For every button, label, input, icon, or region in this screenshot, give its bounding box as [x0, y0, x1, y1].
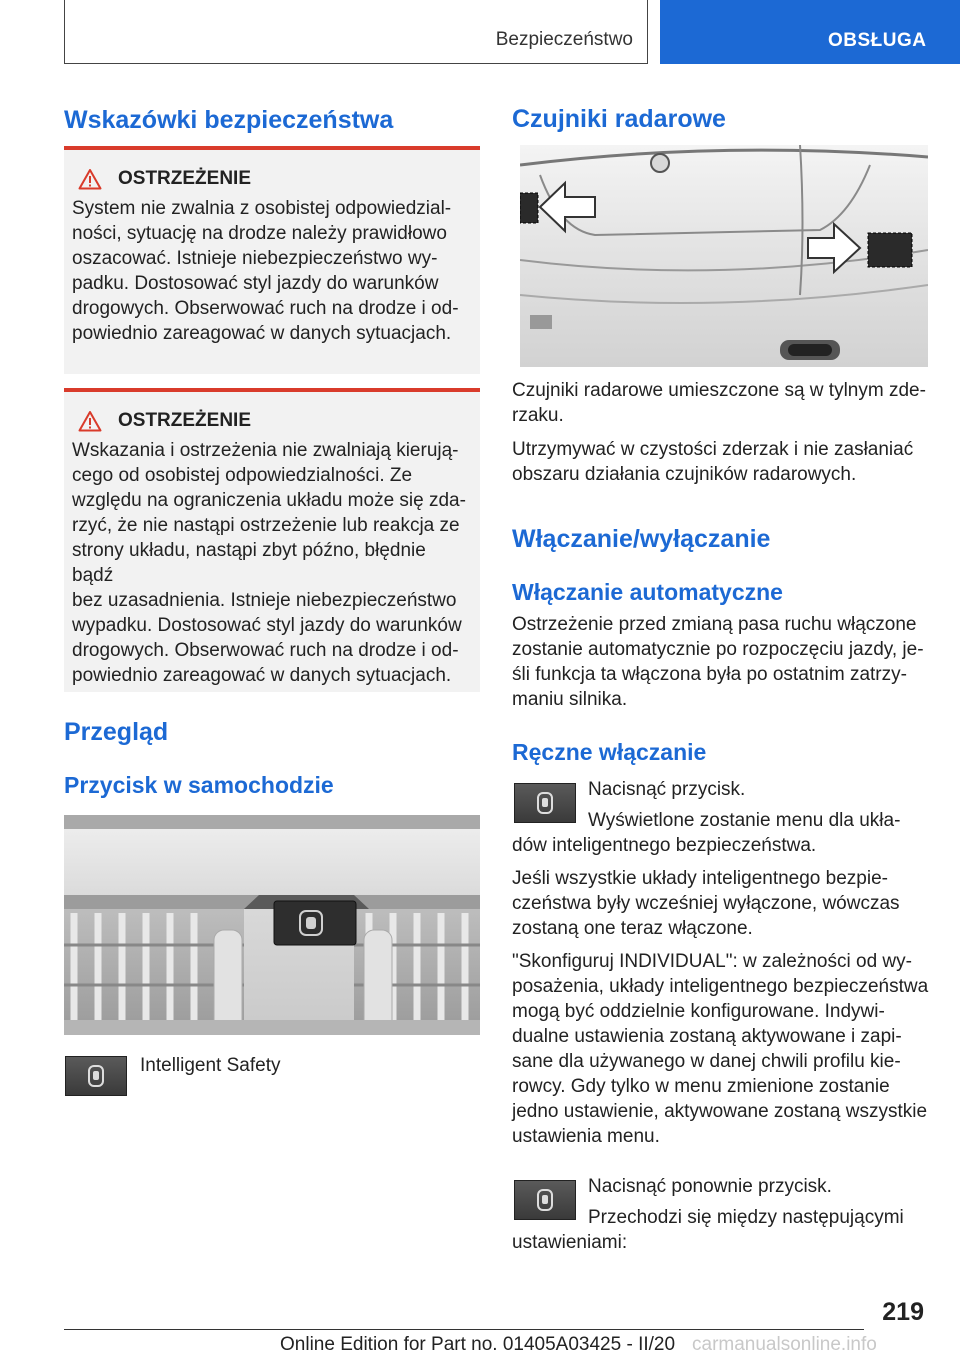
- manual-step-2: Wyświetlone zostanie menu dla ukła-: [588, 810, 901, 831]
- footer-watermark: carmanualsonline.info: [692, 1334, 877, 1355]
- warning-line: bez uzasadnienia. Istnieje niebezpieczeństwo: [72, 590, 457, 611]
- page-number: 219: [882, 1298, 924, 1326]
- manual-step-1: Nacisnąć przycisk.: [588, 779, 746, 800]
- manual-step-2-cont: dów inteligentnego bezpieczeństwa.: [512, 835, 817, 856]
- warning-line: ności, sytuację na drodze należy prawidłowo: [72, 223, 447, 244]
- intelligent-safety-button-icon: [514, 1180, 576, 1220]
- again-step-2: Przechodzi się między następującymi: [588, 1207, 904, 1228]
- header-chapter-tab: [660, 0, 960, 64]
- intelligent-safety-button-icon: [65, 1056, 127, 1096]
- warning-heading: OSTRZEŻENIE: [118, 410, 252, 431]
- button-in-car-subtitle: Przycisk w samochodzie: [64, 772, 334, 798]
- manual-line: mogą być oddzielnie konfigurowane. Indywi-: [512, 1001, 885, 1022]
- radar-line: obszaru działania czujników radarowych.: [512, 464, 857, 485]
- footer-divider: [64, 1329, 864, 1330]
- warning-triangle-icon: [78, 410, 102, 432]
- warning-line: System nie zwalnia z osobistej odpowiedzial-: [72, 198, 452, 219]
- manual-line: dualne ustawienia zostaną aktywowane i zapi-: [512, 1026, 902, 1047]
- manual-on-subtitle: Ręczne włączanie: [512, 739, 707, 765]
- intelligent-safety-label: Intelligent Safety: [140, 1055, 281, 1076]
- header-section-label: Bezpieczeństwo: [495, 29, 633, 50]
- warning-line: padku. Dostosować styl jazdy do warunków: [72, 273, 439, 294]
- radar-sensors-title: Czujniki radarowe: [512, 105, 726, 133]
- rear-bumper-radar-photo: [520, 145, 928, 367]
- warning-line: strony układu, nastąpi zbyt późno, błędnie bądź: [72, 540, 426, 586]
- warning-heading: OSTRZEŻENIE: [118, 168, 252, 189]
- again-step-1: Nacisnąć ponownie przycisk.: [588, 1176, 832, 1197]
- manual-line: rowcy. Gdy tylko w menu zmienione zostanie: [512, 1076, 890, 1097]
- onoff-title: Włączanie/wyłączanie: [512, 525, 771, 553]
- manual-line: Jeśli wszystkie układy inteligentnego bezpie-: [512, 868, 888, 889]
- manual-line: jedno ustawienie, aktywowane zostaną wszystkie: [512, 1101, 928, 1122]
- manual-line: sane dla używanego w danej chwili profilu kie-: [512, 1051, 901, 1072]
- warning-line: Wskazania i ostrzeżenia nie zwalniają kierują-: [72, 440, 459, 461]
- overview-title: Przegląd: [64, 718, 169, 746]
- auto-line: Ostrzeżenie przed zmianą pasa ruchu włączone: [512, 614, 917, 635]
- warning-line: rzyć, że nie nastąpi ostrzeżenie lub reakcja ze: [72, 515, 460, 536]
- warning-box-1: [64, 146, 480, 374]
- radar-line: Utrzymywać w czystości zderzak i nie zasłaniać: [512, 439, 914, 460]
- warning-line: powiednio zareagować w danych sytuacjach.: [72, 323, 452, 344]
- manual-line: posażenia, układy inteligentnego bezpieczeństwa: [512, 976, 929, 997]
- again-step-2-cont: ustawieniami:: [512, 1232, 628, 1253]
- warning-line: wypadku. Dostosować styl jazdy do warunków: [72, 615, 462, 636]
- safety-title: Wskazówki bezpieczeństwa: [64, 106, 394, 134]
- manual-line: "Skonfiguruj INDIVIDUAL": w zależności od wy-: [512, 951, 912, 972]
- warning-line: drogowych. Obserwować ruch na drodze i od-: [72, 298, 459, 319]
- warning-triangle-icon: [78, 168, 102, 190]
- warning-box-2: [64, 388, 480, 692]
- warning-line: oszacować. Istnieje niebezpieczeństwo wy-: [72, 248, 438, 269]
- manual-line: czeństwa były wcześniej wyłączone, wówczas: [512, 893, 900, 914]
- manual-description: [512, 866, 932, 1149]
- radar-line: Czujniki radarowe umieszczone są w tylnym zde-: [512, 380, 926, 401]
- manual-line: zostaną one teraz włączone.: [512, 918, 753, 939]
- radar-description: [512, 378, 932, 487]
- auto-line: śli funkcja ta włączona była po ostatnim zatrzy-: [512, 664, 907, 685]
- header-section-tab: [64, 0, 648, 64]
- warning-line: cego od osobistej odpowiedzialności. Ze: [72, 465, 413, 486]
- radar-line: rzaku.: [512, 405, 564, 426]
- footer-edition: Online Edition for Part no. 01405A03425 - II/20: [280, 1334, 676, 1355]
- warning-line: powiednio zareagować w danych sytuacjach.: [72, 665, 452, 686]
- warning-line: drogowych. Obserwować ruch na drodze i od-: [72, 640, 459, 661]
- intelligent-safety-button-icon: [514, 783, 576, 823]
- auto-line: zostanie automatycznie po rozpoczęciu jazdy, je-: [512, 639, 924, 660]
- auto-line: maniu silnika.: [512, 689, 628, 710]
- manual-line: ustawienia menu.: [512, 1126, 660, 1147]
- auto-on-description: [512, 612, 932, 712]
- auto-on-subtitle: Włączanie automatyczne: [512, 579, 783, 605]
- dashboard-button-photo: [64, 815, 480, 1035]
- warning-line: względu na ograniczenia układu może się zda-: [72, 490, 466, 511]
- header-chapter-label: OBSŁUGA: [828, 30, 927, 51]
